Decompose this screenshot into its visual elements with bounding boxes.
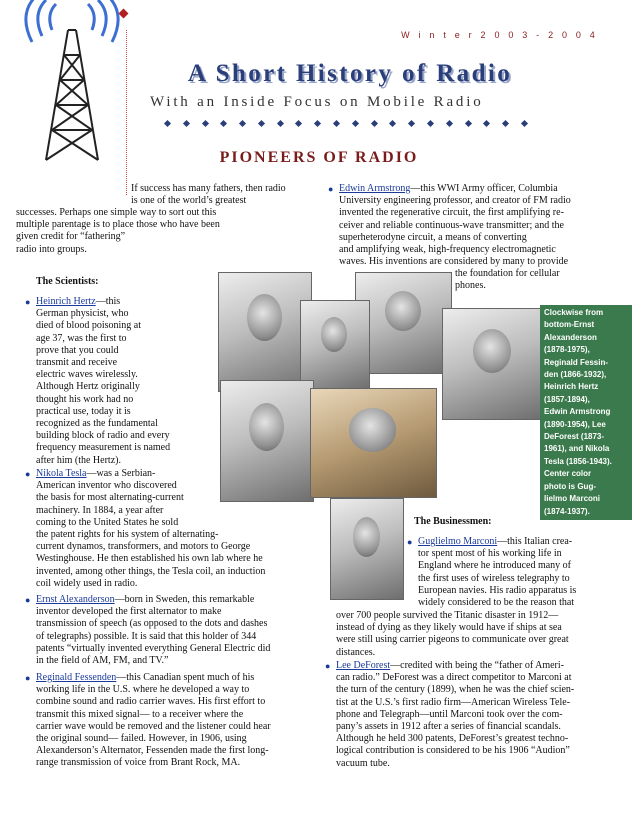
tesla-entry: ● Nikola Tesla—was a Serbian- American inventor who discovered the basis for most alternating-current machinery. In 1884, a year after coming to the United States he sold the patent rights for his system of alternating- current dynamos, transformers, and motors to George Westinghouse. He then established his own lab where he invented, among other things, the Tesla coil, an induction coil widely used in radio. <box>25 468 266 589</box>
marconi-photo <box>310 388 437 498</box>
marconi-entry: ● Guglielmo Marconi—this Italian crea- tor spent most of his working life in England where he introduced many of the first uses of wireless telegraphy to European navies. His radio apparatus is widely considered to be the reason that <box>407 536 577 609</box>
intro-body: successes. Perhaps one simple way to sort out this multiple parentage is to place those who have been given credit for “fathering” radio into groups. <box>16 207 220 255</box>
photo-caption: Clockwise from bottom-Ernst Alexanderson (1878-1975), Reginald Fessin- den (1866-1932), Heinrich Hertz (1857-1894), Edwin Armstrong (1890-1954), Lee DeForest (1873- 1961), and Nikola Tesla (1856-1943). Center color photo is Gug- lielmo Marconi (1874-1937). <box>540 305 632 520</box>
bullet-icon: ● <box>25 469 31 479</box>
hertz-link[interactable]: Heinrich Hertz <box>36 296 96 307</box>
page-title: A Short History of Radio <box>187 60 513 87</box>
radio-tower-icon <box>16 0 128 165</box>
fessenden-link[interactable]: Reginald Fessenden <box>36 672 117 683</box>
tesla-link[interactable]: Nikola Tesla <box>36 468 87 479</box>
intro-lead: If success has many fathers, then radio is one of the world’s greatest <box>131 183 286 207</box>
armstrong-entry: ● Edwin Armstrong—this WWI Army officer, Columbia University engineering professor, and creator of FM radio invented the regenerative circuit, the first amplifying re- ceiver and reliable continuous-wave transmitter; and the superheterodyne circuit, a means of converting and amplifying weak, high-frequency electromagnetic waves. His inventions are considered by many to provide <box>328 183 571 268</box>
marconi-continued: over 700 people survived the Titanic disaster in 1912— instead of dying as they likely would have if ships at sea were still using carrier pigeons to communicate over great distances. <box>336 610 569 658</box>
header-divider <box>126 30 127 195</box>
armstrong-tail: the foundation for cellular phones. <box>455 268 560 292</box>
bullet-icon: ● <box>325 661 331 671</box>
bullet-icon: ● <box>25 297 31 307</box>
deforest-link[interactable]: Lee DeForest <box>336 660 391 671</box>
marconi-link[interactable]: Guglielmo Marconi <box>418 536 498 547</box>
bullet-icon: ● <box>25 595 31 605</box>
fessenden-photo <box>220 380 314 502</box>
hertz-photo <box>218 272 312 392</box>
scientists-heading: The Scientists: <box>36 276 99 287</box>
bullet-icon: ● <box>25 673 31 683</box>
fessenden-entry: ● Reginald Fessenden—this Canadian spent much of his working life in the U.S. where he developed a way to combine sound and radio carrier waves. His first effort to transmit this mixed signal— to a receiver where the carrier wave would be removed and the listener could hear the original sound— failed. However, in 1906, using Alexanderson’s Alternator, Fessenden made the first long- range transmission of voice from Brant Rock, MA. <box>25 672 271 769</box>
alexanderson-photo <box>330 498 404 600</box>
alexanderson-link[interactable]: Ernst Alexanderson <box>36 594 115 605</box>
bullet-icon: ● <box>407 537 413 547</box>
deforest-photo <box>300 300 370 390</box>
section-title: PIONEERS OF RADIO <box>219 149 419 166</box>
bullet-icon: ● <box>328 184 334 194</box>
armstrong-link[interactable]: Edwin Armstrong <box>339 183 411 194</box>
hertz-entry: ● Heinrich Hertz—this German physicist, who died of blood poisoning at age 37, was the first to prove that you could transmit and receive electric waves wirelessly. Although Hertz originally thought his work had no practical use, today it is recognized as the fundamental building block of radio and every frequency measurement is named after him (the Hertz). <box>25 296 171 466</box>
issue-date: W i n t e r 2 0 0 3 - 2 0 0 4 <box>401 30 598 40</box>
tesla-photo <box>442 308 544 420</box>
businessmen-heading: The Businessmen: <box>414 516 492 527</box>
diamond-rule <box>165 121 527 126</box>
alexanderson-entry: ● Ernst Alexanderson—born in Sweden, this remarkable inventor developed the first alternator to make transmission of speech (as opposed to the dots and dashes of telegraphs) possible. It is said that this holder of 344 patents “virtually invented everything General Electric did in the field of AM, FM, and TV.” <box>25 594 271 667</box>
page-subtitle: With an Inside Focus on Mobile Radio <box>150 94 484 110</box>
deforest-entry: ● Lee DeForest—credited with being the “father of Ameri- can radio.” DeForest was a direct competitor to Marconi at the turn of the century (1899), when he was the chief scien- tist at the U.S.’s first radio firm—American Wireless Tele- phone and Telegraph—until Marconi took over the com- pany’s assets in 1912 after a series of financial scandals. Although he held 300 patents, DeForest’s greatest techno- logical contribution is considered to be his 1906 “Audion” vacuum tube. <box>325 660 575 769</box>
